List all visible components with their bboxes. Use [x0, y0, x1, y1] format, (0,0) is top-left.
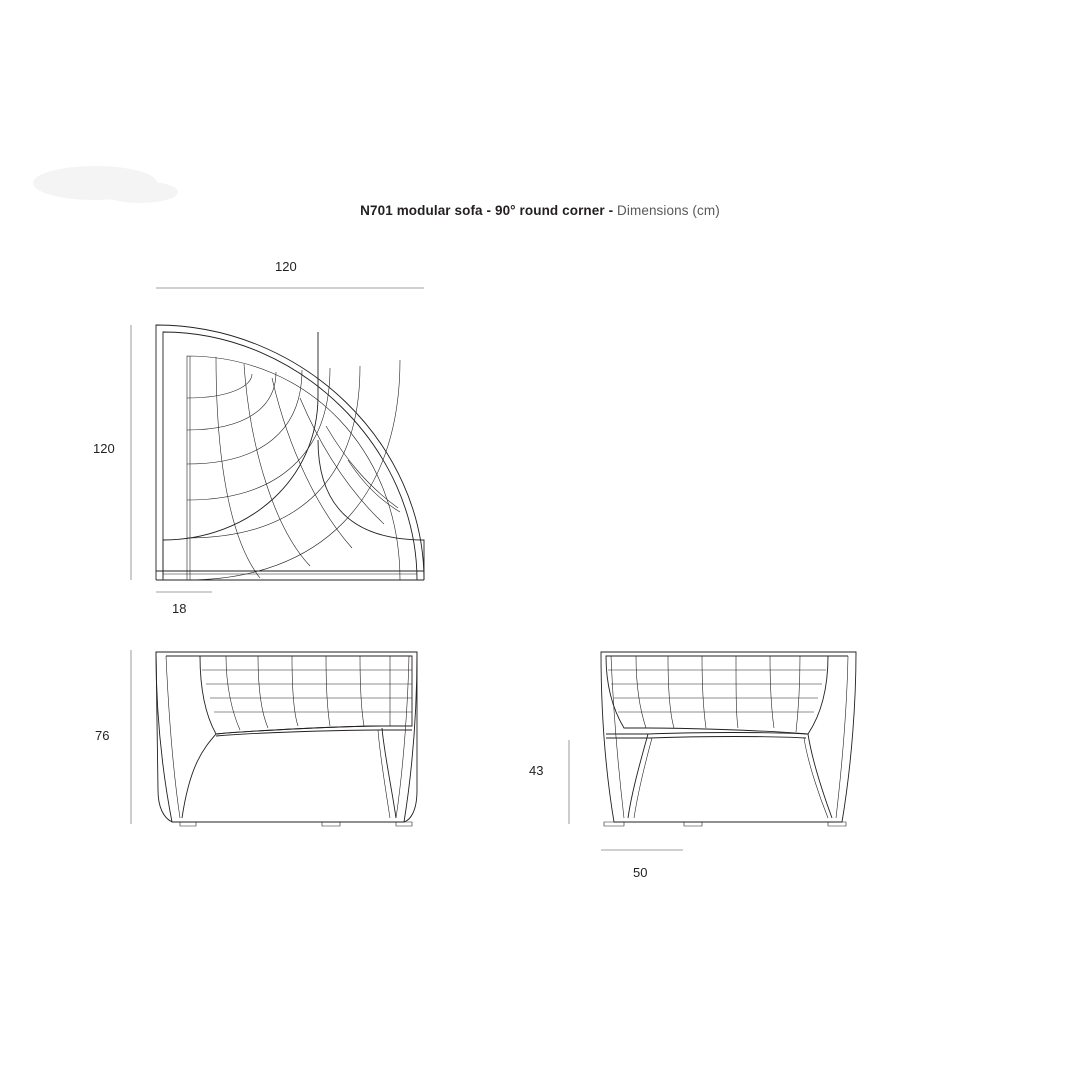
- front-elevation-group: [131, 650, 417, 826]
- dimension-label-thickness: 18: [172, 601, 187, 616]
- side-elevation-group: [569, 652, 856, 850]
- watermark: [33, 166, 178, 203]
- dimension-label-top-width: 120: [275, 259, 297, 274]
- dimension-label-top-depth: 120: [93, 441, 115, 456]
- page-title-light: Dimensions (cm): [613, 203, 720, 218]
- dimension-label-height: 76: [95, 728, 110, 743]
- page-title-strong: N701 modular sofa - 90° round corner -: [360, 203, 614, 218]
- dimension-label-seat-height: 43: [529, 763, 544, 778]
- top-view-group: [131, 288, 424, 592]
- dimension-label-side-depth: 50: [633, 865, 648, 880]
